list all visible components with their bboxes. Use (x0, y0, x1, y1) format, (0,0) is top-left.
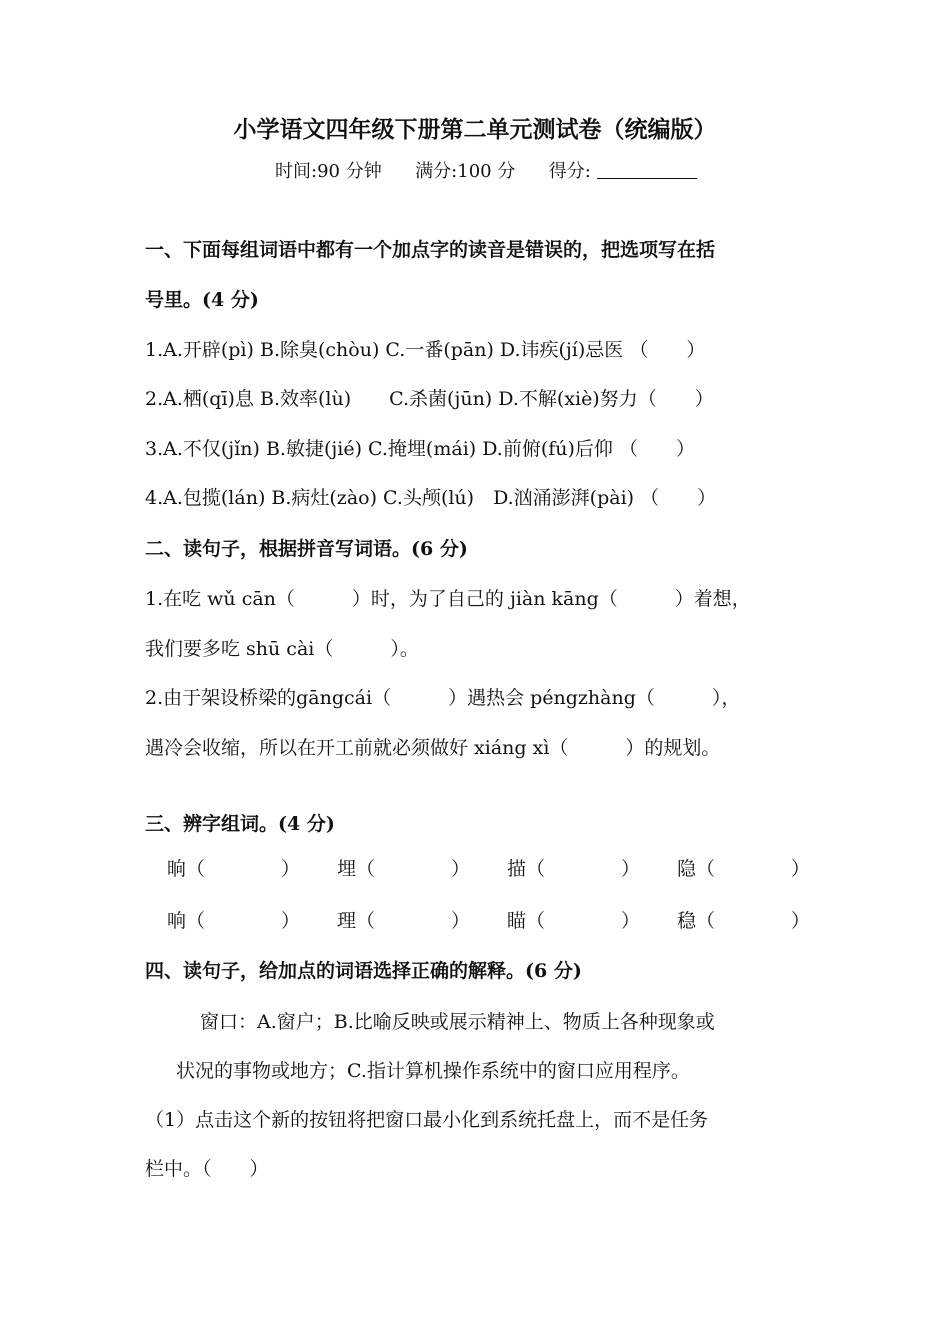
section2-line: 遇冷会收缩，所以在开工前就必须做好 xiáng xì（ ）的规划。 (145, 737, 721, 759)
section2-line: 我们要多吃 shū cài（ ）。 (145, 638, 419, 660)
section3-heading: 三、辨字组词。(4 分) (145, 813, 335, 835)
section1-item: 1.A.开辟(pì) B.除臭(chòu) C.一番(pān) D.讳疾(jí)忌医 （ ） (145, 339, 706, 361)
section2-line: 1.在吃 wǔ cān（ ）时，为了自己的 jiàn kāng（ ）着想， (145, 588, 751, 610)
word-cell: 描（ ） (507, 858, 641, 880)
word-cell: 晌（ ） (167, 858, 301, 880)
word-cell: 隐（ ） (677, 858, 811, 880)
result-label: 得分: (548, 161, 591, 182)
section1-item: 4.A.包揽(lán) B.病灶(zào) C.头颅(lú) D.汹涌澎湃(pài) （ ） (145, 487, 717, 509)
score-label: 满分:100 分 (415, 161, 516, 182)
word-cell: 理（ ） (337, 910, 471, 932)
definition-line: 窗口：A.窗户；B.比喻反映或展示精神上、物质上各种现象或 (200, 1011, 715, 1033)
section1-item: 3.A.不仅(jǐn) B.敏捷(jié) C.掩埋(mái) D.前俯(fú)后仰 （ ） (145, 438, 695, 460)
question-line: （1）点击这个新的按钮将把窗口最小化到系统托盘上，而不是任务 (145, 1109, 709, 1131)
definition-line: 状况的事物或地方；C.指计算机操作系统中的窗口应用程序。 (176, 1060, 690, 1082)
word-cell: 响（ ） (167, 910, 301, 932)
section1-heading-cont: 号里。(4 分) (145, 289, 259, 311)
page-title: 小学语文四年级下册第二单元测试卷（统编版） (233, 116, 717, 143)
result-blank[interactable] (597, 162, 697, 179)
section2-line: 2.由于架设桥梁的gāngcái（ ）遇热会 péngzhàng（ ）， (145, 687, 741, 709)
section2-heading: 二、读句子，根据拼音写词语。(6 分) (145, 538, 468, 560)
word-cell: 瞄（ ） (507, 910, 641, 932)
word-cell: 稳（ ） (677, 910, 811, 932)
exam-meta (275, 160, 697, 184)
word-cell: 埋（ ） (337, 858, 471, 880)
time-label: 时间:90 分钟 (275, 161, 382, 182)
section4-heading: 四、读句子，给加点的词语选择正确的解释。(6 分) (145, 960, 582, 982)
section1-heading: 一、下面每组词语中都有一个加点字的读音是错误的，把选项写在括 (145, 239, 716, 261)
section1-item: 2.A.栖(qī)息 B.效率(lù) C.杀菌(jūn) D.不解(xiè)努力（ ） (145, 388, 714, 410)
question-line: 栏中。（ ） (145, 1158, 269, 1180)
